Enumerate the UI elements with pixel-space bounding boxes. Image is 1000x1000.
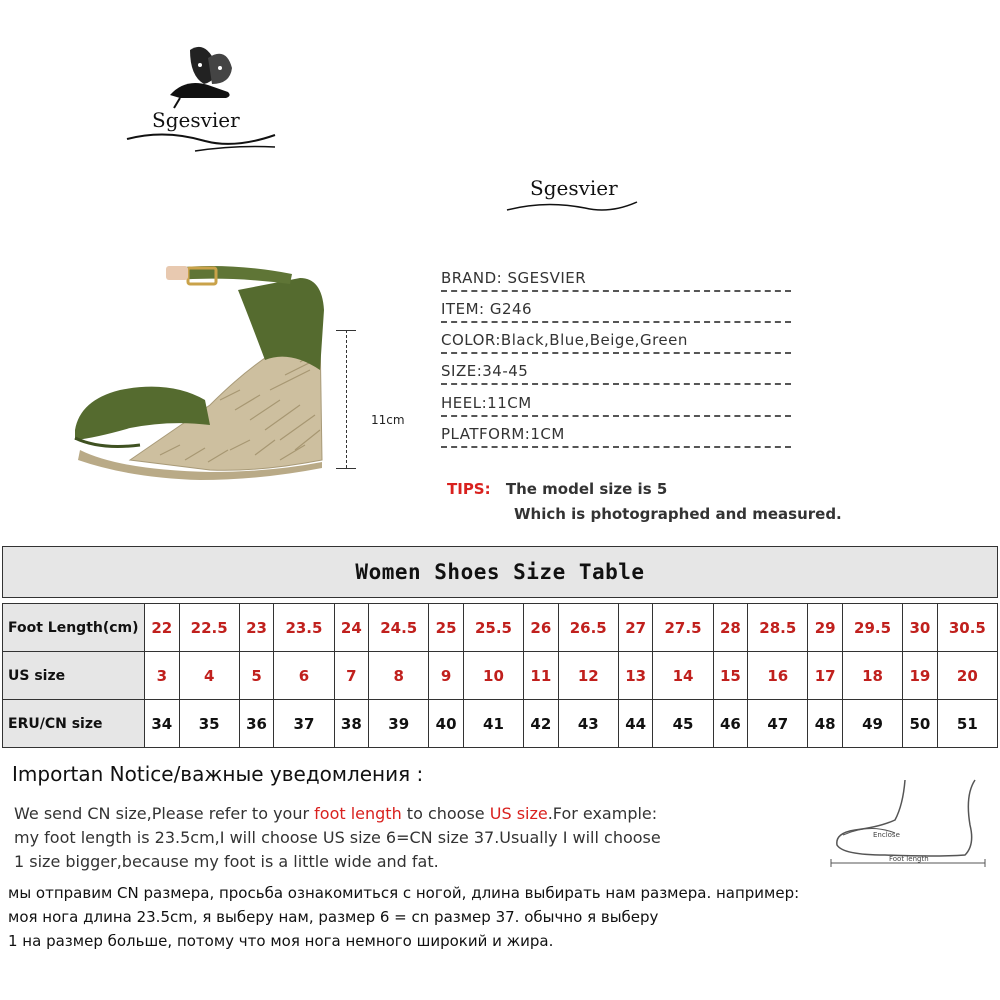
size-cell: 11 [524,652,559,700]
size-cell: 49 [842,700,902,748]
size-cell: 18 [842,652,902,700]
size-cell: 14 [653,652,713,700]
size-cell: 26.5 [558,604,618,652]
size-row-label: ERU/CN size [3,700,145,748]
brand-logo-small [0,0,700,230]
notice-ru-line-1: мы отправим CN размера, просьба ознакомиться с ногой, длина выбирать нам размера. например: [8,884,800,902]
size-cell: 44 [618,700,653,748]
size-cell: 40 [429,700,464,748]
notice-title: Importan Notice/важные уведомления : [12,762,424,786]
size-cell: 43 [558,700,618,748]
size-cell: 27 [618,604,653,652]
size-cell: 23 [239,604,274,652]
notice-ru-line-3: 1 на размер больше, потому что моя нога немного широкий и жира. [8,932,554,950]
size-cell: 10 [463,652,523,700]
size-cell: 26 [524,604,559,652]
size-cell: 48 [808,700,843,748]
size-cell: 24.5 [369,604,429,652]
size-cell: 34 [145,700,180,748]
size-cell: 35 [179,700,239,748]
spec-item: ITEM: G246 [441,299,791,323]
tips-line-1 [447,480,667,498]
size-table [2,546,998,748]
notice-en-line-2: my foot length is 23.5cm,I will choose US size 6=CN size 37.Usually I will choose [14,828,661,847]
size-cell: 20 [937,652,997,700]
size-cell: 50 [903,700,938,748]
size-cell: 45 [653,700,713,748]
spec-brand: BRAND: SGESVIER [441,268,791,292]
size-cell: 19 [903,652,938,700]
notice-en-text-a: We send CN size,Please refer to your [14,804,315,823]
spec-color: COLOR:Black,Blue,Beige,Green [441,330,791,354]
size-cell: 4 [179,652,239,700]
size-cell: 17 [808,652,843,700]
size-cell: 39 [369,700,429,748]
size-cell: 6 [274,652,334,700]
logo-swoosh-small [505,198,640,218]
size-cell: 36 [239,700,274,748]
tips-line-2: Which is photographed and measured. [514,505,842,523]
size-row-label: Foot Length(cm) [3,604,145,652]
size-cell: 51 [937,700,997,748]
size-cell: 23.5 [274,604,334,652]
size-cell: 25.5 [463,604,523,652]
size-row-us [3,652,998,700]
foot-measure-diagram [825,775,995,875]
size-table-title-row [3,547,998,598]
heel-height-cap-bottom [336,468,356,469]
notice-highlight-us-size: US size [489,804,548,823]
size-cell: 47 [748,700,808,748]
notice-en-line-3: 1 size bigger,because my foot is a little wide and fat. [14,852,439,871]
heel-height-line [346,330,348,468]
diagram-label-foot-length: Foot length [889,855,929,863]
size-cell: 25 [429,604,464,652]
size-cell: 7 [334,652,369,700]
size-cell: 22 [145,604,180,652]
notice-highlight-foot-length: foot length [314,804,402,823]
size-cell: 22.5 [179,604,239,652]
size-cell: 29 [808,604,843,652]
size-cell: 15 [713,652,748,700]
logo-text: Sgesvier [152,108,240,132]
size-cell: 41 [463,700,523,748]
logo-text-small: Sgesvier [530,176,618,200]
size-table-title: Women Shoes Size Table [3,547,998,598]
wedge-sandal-image [60,250,330,490]
size-cell: 9 [429,652,464,700]
size-cell: 29.5 [842,604,902,652]
size-cell: 12 [558,652,618,700]
size-cell: 5 [239,652,274,700]
size-row-eu-cn [3,700,998,748]
size-row-label: US size [3,652,145,700]
size-cell: 37 [274,700,334,748]
size-row-foot-length [3,604,998,652]
size-cell: 38 [334,700,369,748]
size-cell: 13 [618,652,653,700]
size-cell: 24 [334,604,369,652]
size-cell: 30 [903,604,938,652]
heel-height-cap-top [336,330,356,331]
spec-size: SIZE:34-45 [441,361,791,385]
size-cell: 28 [713,604,748,652]
notice-ru-line-2: моя нога длина 23.5cm, я выберу нам, размер 6 = cn размер 37. обычно я выберу [8,908,659,926]
spec-platform: PLATFORM:1CM [441,424,791,448]
spec-heel: HEEL:11CM [441,393,791,417]
diagram-label-enclose: Enclose [873,831,900,839]
size-cell: 42 [524,700,559,748]
notice-en-text-c: .For example: [547,804,658,823]
tips-text-1: The model size is 5 [505,480,668,498]
size-cell: 27.5 [653,604,713,652]
size-cell: 30.5 [937,604,997,652]
tips-label: TIPS: [447,480,491,498]
size-cell: 28.5 [748,604,808,652]
size-cell: 16 [748,652,808,700]
notice-en-text-b: to choose [401,804,490,823]
size-cell: 3 [145,652,180,700]
size-cell: 8 [369,652,429,700]
heel-height-label: 11cm [371,413,405,427]
notice-en-line-1 [14,804,657,823]
size-cell: 46 [713,700,748,748]
